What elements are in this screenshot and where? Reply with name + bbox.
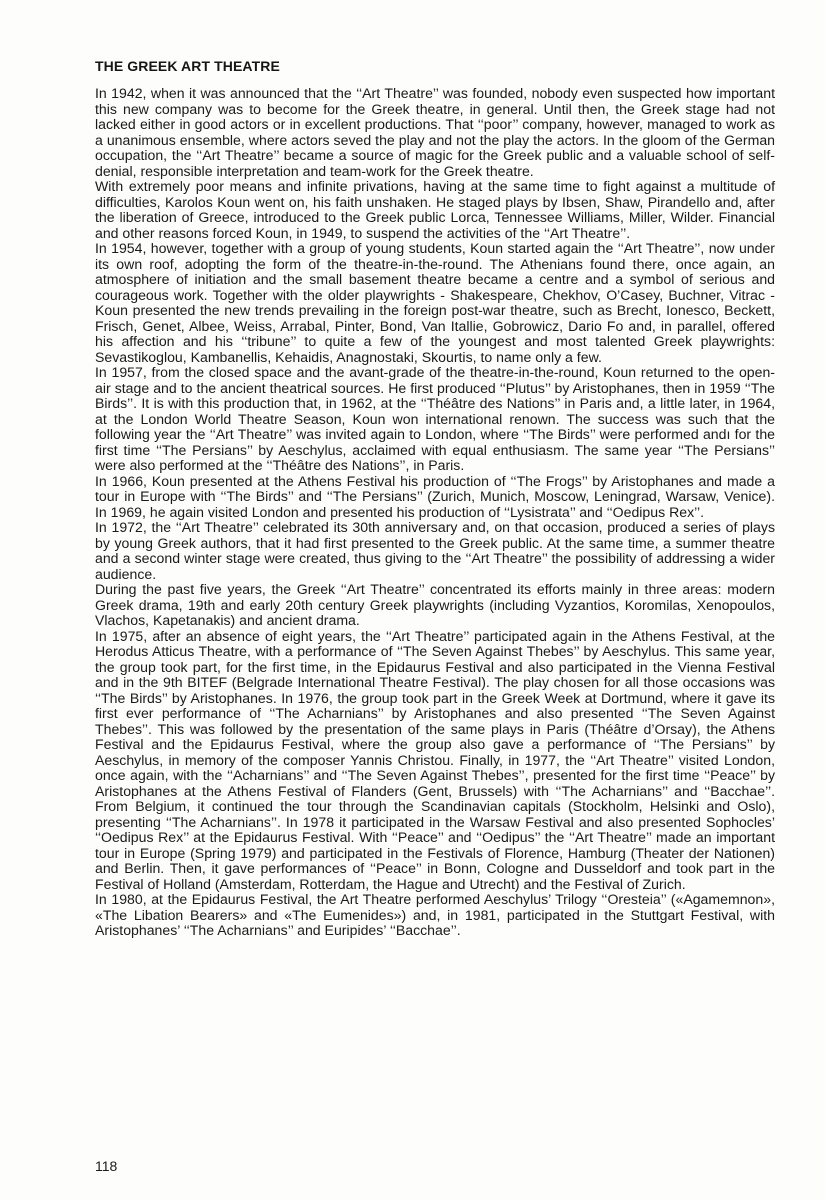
- paragraph-6: In 1972, the ‘‘Art Theatre’’ celebrated its 30th anniversary and, on that occasion, produced a series of plays by young Greek authors, that it had first presented to the Greek public. At the same time, a summer theatre and a second winter stage were created, thus giving to the ‘‘Art Theatre’’ the possibility of addressing a wider audience.: [95, 519, 775, 582]
- paragraph-4: In 1957, from the closed space and the avant-grade of the theatre-in-the-round, Koun returned to the open-air stage and to the ancient theatrical sources. He first produced ‘‘Plutus’’ by Aristophanes, then in 1959 ‘‘The Birds’’. It is with this production that, in 1962, at the ‘‘Théâtre des Nations’’ in Paris and, a little later, in 1964, at the London World Theatre Season, Koun won international renown. The success was such that the following year the ‘‘Art Theatre’’ was invited again to London, where ‘‘The Birds’’ were performed andı for the first time ‘‘The Persians’’ by Aeschylus, acclaimed with equal enthusiasm. The same year ‘‘The Persians’’ were also performed at the ‘‘Théâtre des Nations’’, in Paris.: [95, 364, 775, 473]
- page-number: 118: [95, 1158, 118, 1174]
- paragraph-1: In 1942, when it was announced that the ‘‘Art Theatre’’ was founded, nobody even suspected how important this new company was to become for the Greek theatre, in general. Until then, the Greek stage had not lacked either in good actors or in excellent productions. That ‘‘poor’’ company, however, managed to work as a unanimous ensemble, where actors seved the play and not the play the actors. In the gloom of the German occupation, the ‘‘Art Theatre’’ became a source of magic for the Greek public and a valuable school of self-denial, responsible interpretation and team-work for the Greek theatre.: [95, 85, 775, 179]
- paragraph-5: In 1966, Koun presented at the Athens Festival his production of ‘‘The Frogs’’ by Aristophanes and made a tour in Europe with ‘‘The Birds’’ and ‘‘The Persians’’ (Zurich, Munich, Moscow, Leningrad, Warsaw, Venice). In 1969, he again visited London and presented his production of ‘‘Lysistrata’’ and ‘‘Oedipus Rex’’.: [95, 472, 775, 520]
- paragraph-8: In 1975, after an absence of eight years, the ‘‘Art Theatre’’ participated again in the Athens Festival, at the Herodus Atticus Theatre, with a performance of ‘‘The Seven Against Thebes’’ by Aeschylus. This same year, the group took part, for the first time, in the Epidaurus Festival and also participated in the Vienna Festival and in the 9th BITEF (Belgrade International Theatre Festival). The play chosen for all those occasions was ‘‘The Birds’’ by Aristophanes. In 1976, the group took part in the Greek Week at Dortmund, where it gave its first ever performance of ‘‘The Acharnians’’ by Aristophanes and also presented ‘‘The Seven Against Thebes’’. This was followed by the presentation of the same plays in Paris (Théâtre d’Orsay), the Athens Festival and the Epidaurus Festival, where the group also gave a performance of ‘‘The Persians’’ by Aeschylus, in memory of the composer Yannis Christou. Finally, in 1977, the ‘‘Art Theatre’’ visited London, once again, with the ‘‘Acharnians’’ and ‘‘The Seven Against Thebes’’, presented for the first time ‘‘Peace’’ by Aristophanes at the Athens Festival of Flanders (Gent, Brussels) with ‘‘The Acharnians’’ and ‘‘Bacchae’’. From Belgium, it continued the tour through the Scandinavian capitals (Stockholm, Helsinki and Oslo), presenting ‘‘The Acharnians’’. In 1978 it participated in the Warsaw Festival and also presented Sophocles’ ‘‘Oedipus Rex’’ at the Epidaurus Festival. With ‘‘Peace’’ and ‘‘Oedipus’’ the ‘‘Art Theatre’’ made an important tour in Europe (Spring 1979) and participated in the Festivals of Florence, Hamburg (Theater der Nationen) and Berlin. Then, it gave performances of ‘‘Peace’’ in Bonn, Cologne and Dusseldorf and took part in the Festival of Holland (Amsterdam, Rotterdam, the Hague and Utrecht) and the Festival of Zurich.: [95, 627, 775, 892]
- paragraph-7: During the past five years, the Greek ‘‘Art Theatre’’ concentrated its efforts mainly in three areas: modern Greek drama, 19th and early 20th century Greek playwrights (including Vyzantios, Koromilas, Xenopoulos, Vlachos, Kapetanakis) and ancient drama.: [95, 581, 775, 628]
- paragraph-3: In 1954, however, together with a group of young students, Koun started again the ‘‘Art Theatre’’, now under its own roof, adopting the form of the theatre-in-the-round. The Athenians found there, once again, an atmosphere of initiation and the small basement theatre became a centre and a symbol of serious and courageous work. Together with the older playwrights - Shakespeare, Chekhov, O’Casey, Buchner, Vitrac - Koun presented the new trends prevailing in the foreign post-war theatre, such as Brecht, Ionesco, Beckett, Frisch, Genet, Albee, Weiss, Arrabal, Pinter, Bond, Van Itallie, Gobrowicz, Dario Fo and, in parallel, offered his affection and his ‘‘tribune’’ to quite a few of the youngest and most talented Greek playwrights: Sevastikoglou, Kambanellis, Kehaidis, Anagnostaki, Skourtis, to name only a few.: [95, 240, 775, 365]
- paragraph-2: With extremely poor means and infinite privations, having at the same time to fight against a multitude of difficulties, Karolos Koun went on, his faith unshaken. He staged plays by Ibsen, Shaw, Pirandello and, after the liberation of Greece, introduced to the Greek public Lorca, Tennessee Williams, Miller, Wilder. Financial and other reasons forced Koun, in 1949, to suspend the activities of the ‘‘Art Theatre’’.: [95, 178, 775, 241]
- page-title: THE GREEK ART THEATRE: [95, 58, 280, 74]
- article-body: [95, 86, 775, 939]
- paragraph-9: In 1980, at the Epidaurus Festival, the Art Theatre performed Aeschylus’ Trilogy ‘‘Oresteia’’ («Agamemnon», «The Libation Bearers» and «The Eumenides») and, in 1981, participated in the Stuttgart Festival, with Aristophanes’ ‘‘The Acharnians’’ and Euripides’ ‘‘Bacchae’’.: [95, 891, 775, 938]
